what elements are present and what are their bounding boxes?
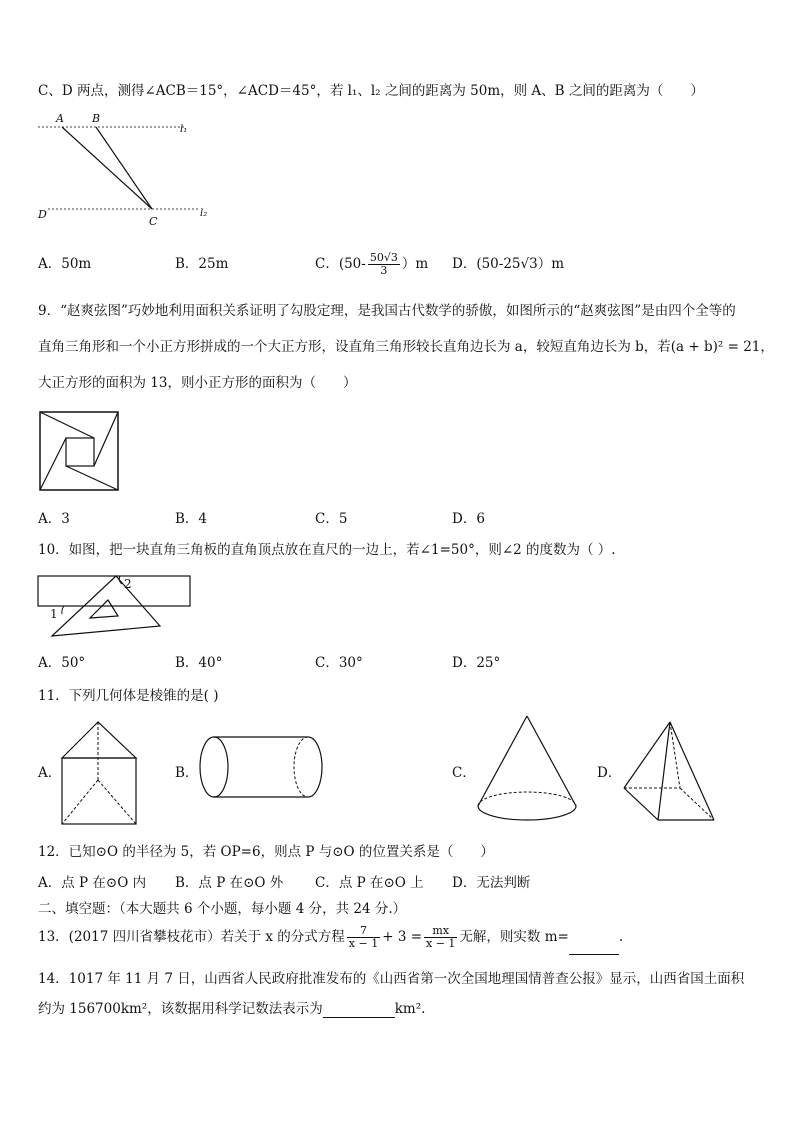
q10-option-c: C．30° bbox=[315, 655, 363, 671]
q10-option-d: D．25° bbox=[452, 655, 501, 671]
q10-option-b: B．40° bbox=[175, 655, 223, 671]
q12-option-a: A．点 P 在⊙O 内 bbox=[38, 875, 147, 891]
section-heading: 二、填空题：（本大题共 6 个小题，每小题 4 分，共 24 分.） bbox=[38, 901, 407, 917]
q12-line1: 12．已知⊙O 的半径为 5，若 OP=6，则点 P 与⊙O 的位置关系是（ ） bbox=[38, 844, 494, 860]
q12-option-b: B．点 P 在⊙O 外 bbox=[175, 875, 284, 891]
q11-option-c: C． bbox=[452, 765, 476, 781]
q8-figure bbox=[34, 108, 224, 230]
label-l1: l₁ bbox=[180, 124, 188, 135]
q8-option-b: B．25m bbox=[175, 256, 229, 272]
q13-line: 13．(2017 四川省攀枝花市）若关于 x 的分式方程 $\frac{7}{x - 1}$ + 3 = $\frac{mx}{x - 1}$ 无解，则实数 m= . bbox=[38, 919, 623, 955]
q8-option-a: A．50m bbox=[38, 256, 92, 272]
ruler-triangle-diagram bbox=[36, 570, 196, 640]
q11-line1: 11．下列几何体是棱锥的是( ) bbox=[38, 688, 219, 704]
q9-option-d: D．6 bbox=[452, 511, 485, 527]
q9-option-b: B．4 bbox=[175, 511, 208, 527]
pyramid-figure bbox=[620, 718, 718, 824]
triangular-prism-figure bbox=[58, 718, 142, 828]
q14-line2: 约为 156700km²，该数据用科学记数法表示为 km². bbox=[38, 1001, 426, 1017]
q11-option-a: A． bbox=[38, 765, 62, 781]
label-c: C bbox=[149, 215, 158, 228]
angle-1-label: 1 bbox=[50, 607, 58, 621]
zhao-shuang-diagram bbox=[38, 410, 122, 494]
q8-option-c: C．(50- $\frac{50√3}{3}$ ）m bbox=[315, 251, 429, 277]
cylinder-figure bbox=[196, 734, 328, 800]
q12-option-c: C．点 P 在⊙O 上 bbox=[315, 875, 424, 891]
q9-option-a: A．3 bbox=[38, 511, 70, 527]
q14-answer-blank bbox=[323, 1017, 395, 1018]
q13-answer-blank bbox=[569, 954, 619, 955]
q9-line3: 大正方形的面积为 13，则小正方形的面积为（ ） bbox=[38, 375, 357, 391]
q11-option-b: B． bbox=[175, 765, 199, 781]
q10-option-a: A．50° bbox=[38, 655, 86, 671]
cone-figure bbox=[472, 712, 582, 824]
q11-option-d: D． bbox=[597, 765, 622, 781]
label-l2: l₂ bbox=[200, 208, 208, 219]
q9-line1: 9．“赵爽弦图”巧妙地利用面积关系证明了勾股定理，是我国古代数学的骄傲，如图所示的“赵爽弦图”是由四个全等的 bbox=[38, 303, 736, 319]
label-a: A bbox=[56, 112, 64, 125]
q14-line1: 14．1017 年 11 月 7 日，山西省人民政府批准发布的《山西省第一次全国地理国情普查公报》显示，山西省国土面积 bbox=[38, 971, 745, 987]
q10-line1: 10．如图，把一块直角三角板的直角顶点放在直尺的一边上，若∠1=50°，则∠2 的度数为（ ）. bbox=[38, 542, 616, 558]
q8-option-d: D．(50-25√3）m bbox=[452, 256, 565, 272]
label-b: B bbox=[92, 112, 101, 125]
angle-2-label: 2 bbox=[124, 577, 132, 591]
q9-option-c: C．5 bbox=[315, 511, 348, 527]
q9-line2: 直角三角形和一个小正方形拼成的一个大正方形，设直角三角形较长直角边长为 a，较短直角边长为 b，若(a + b)² = 21， bbox=[38, 339, 774, 355]
q12-option-d: D．无法判断 bbox=[452, 875, 531, 891]
q8-text: C、D 两点，测得∠ACB＝15°，∠ACD＝45°，若 l₁、l₂ 之间的距离为 50m，则 A、B 之间的距离为（ ） bbox=[38, 83, 704, 99]
label-d: D bbox=[38, 208, 47, 221]
